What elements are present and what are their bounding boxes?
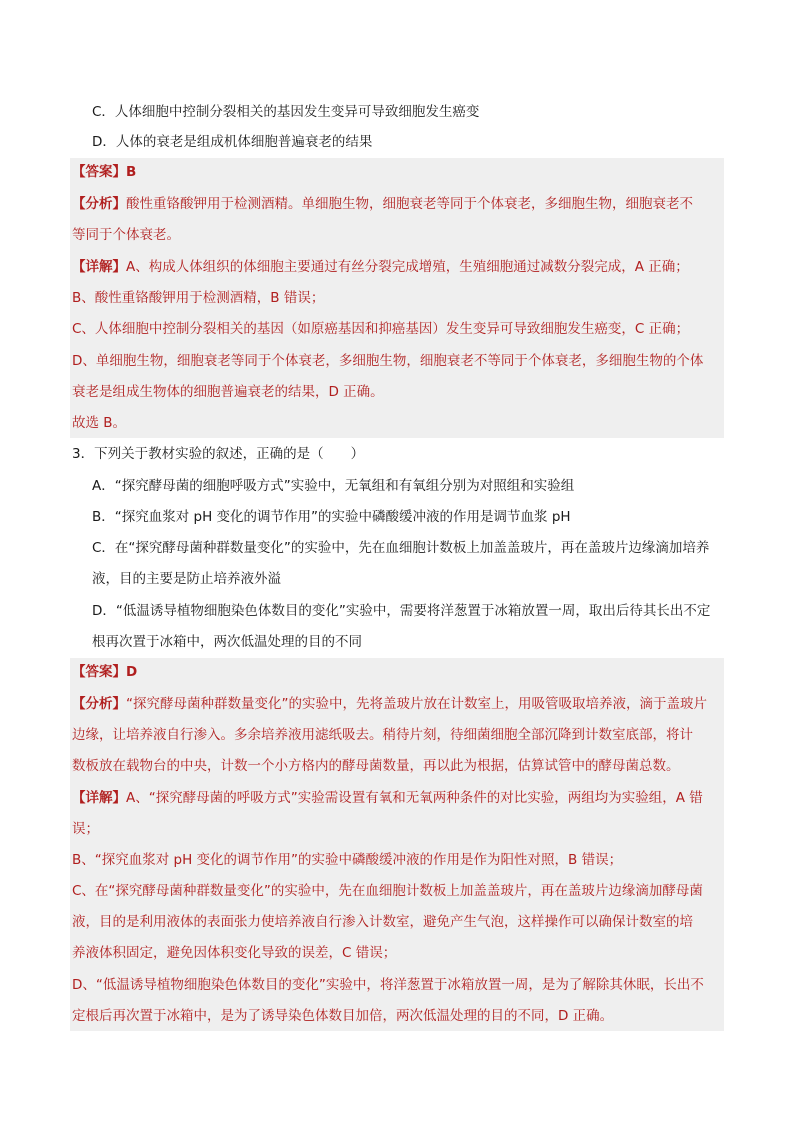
q3-detail-c-line-1: C、在“探究酵母菌种群数量变化”的实验中，先在血细胞计数板上加盖盖玻片，再在盖玻片边缘滴加酵母菌	[72, 883, 703, 899]
q3-detail-a-line-2: 误；	[72, 821, 99, 837]
q3-detail-d-line-2: 定根后再次置于冰箱中，是为了诱导染色体数目加倍，两次低温处理的目的不同，D 正确。	[72, 1008, 614, 1024]
q3-option-d-line-1: D．“低温诱导植物细胞染色体数目的变化”实验中，需要将洋葱置于冰箱放置一周，取出后待其长出不定	[92, 603, 711, 619]
answer-value: D	[126, 664, 138, 680]
q3-answer	[72, 662, 137, 682]
q3-option-b: B．“探究血浆对 pH 变化的调节作用”的实验中磷酸缓冲液的作用是调节血浆 pH	[92, 509, 571, 525]
q3-detail-d-line-1: D、“低温诱导植物细胞染色体数目的变化”实验中，将洋葱置于冰箱放置一周，是为了解除其休眠，长出不	[72, 977, 704, 993]
q2-answer	[72, 162, 136, 182]
q2-detail-d-line-2: 衰老是组成生物体的细胞普遍衰老的结果，D 正确。	[72, 384, 384, 400]
q3-option-c-line-2: 液，目的主要是防止培养液外溢	[92, 571, 281, 587]
analysis-tag: 【分析】	[72, 196, 126, 212]
q3-option-a: A．“探究酵母菌的细胞呼吸方式”实验中，无氧组和有氧组分别为对照组和实验组	[92, 478, 575, 494]
q2-option-d: D．人体的衰老是组成机体细胞普遍衰老的结果	[92, 134, 373, 150]
q3-option-c-line-1: C．在“探究酵母菌种群数量变化”的实验中，先在血细胞计数板上加盖盖玻片，再在盖玻片边缘滴加培养	[92, 540, 710, 556]
q3-detail-b: B、“探究血浆对 pH 变化的调节作用”的实验中磷酸缓冲液的作用是作为阳性对照，B 错误；	[72, 852, 623, 868]
q3-stem: 3．下列关于教材实验的叙述，正确的是（ ）	[72, 446, 365, 462]
q3-analysis-line-2: 边缘，让培养液自行渗入。多余培养液用滤纸吸去。稍待片刻，待细菌细胞全部沉降到计数室底部，将计	[72, 727, 693, 743]
q2-detail-c: C、人体细胞中控制分裂相关的基因（如原癌基因和抑癌基因）发生变异可导致细胞发生癌变，C 正确；	[72, 321, 690, 337]
answer-tag: 【答案】	[72, 164, 126, 180]
q2-conclusion: 故选 B。	[72, 415, 127, 431]
q3-analysis-line-1: 【分析】“探究酵母菌种群数量变化”的实验中，先将盖玻片放在计数室上，用吸管吸取培养液，滴于盖玻片	[72, 696, 707, 712]
q2-detail-a: 【详解】A、构成人体组织的体细胞主要通过有丝分裂完成增殖，生殖细胞通过减数分裂完成，A 正确；	[72, 259, 689, 275]
q3-detail-c-line-3: 养液体积固定，避免因体积变化导致的误差，C 错误；	[72, 945, 397, 961]
q2-detail-d-line-1: D、单细胞生物，细胞衰老等同于个体衰老，多细胞生物，细胞衰老不等同于个体衰老，多细胞生物的个体	[72, 353, 704, 369]
analysis-tag: 【分析】	[72, 696, 126, 712]
detail-tag: 【详解】	[72, 259, 126, 275]
answer-tag: 【答案】	[72, 664, 126, 680]
q2-option-c: C．人体细胞中控制分裂相关的基因发生变异可导致细胞发生癌变	[92, 104, 480, 120]
q2-analysis-line-2: 等同于个体衰老。	[72, 227, 180, 243]
q3-option-d-line-2: 根再次置于冰箱中，两次低温处理的目的不同	[92, 634, 362, 650]
answer-value: B	[126, 164, 137, 180]
q2-detail-b: B、酸性重铬酸钾用于检测酒精，B 错误；	[72, 290, 325, 306]
q3-analysis-line-3: 数板放在载物台的中央，计数一个小方格内的酵母菌数量，再以此为根据，估算试管中的酵母菌总数。	[72, 758, 680, 774]
q3-detail-a-line-1: 【详解】A、“探究酵母菌的呼吸方式”实验需设置有氧和无氧两种条件的对比实验，两组均为实验组，A 错	[72, 790, 703, 806]
detail-tag: 【详解】	[72, 790, 126, 806]
q2-analysis-line-1: 【分析】酸性重铬酸钾用于检测酒精。单细胞生物，细胞衰老等同于个体衰老，多细胞生物，细胞衰老不	[72, 196, 693, 212]
q3-detail-c-line-2: 液，目的是利用液体的表面张力使培养液自行渗入计数室，避免产生气泡，这样操作可以确保计数室的培	[72, 914, 693, 930]
